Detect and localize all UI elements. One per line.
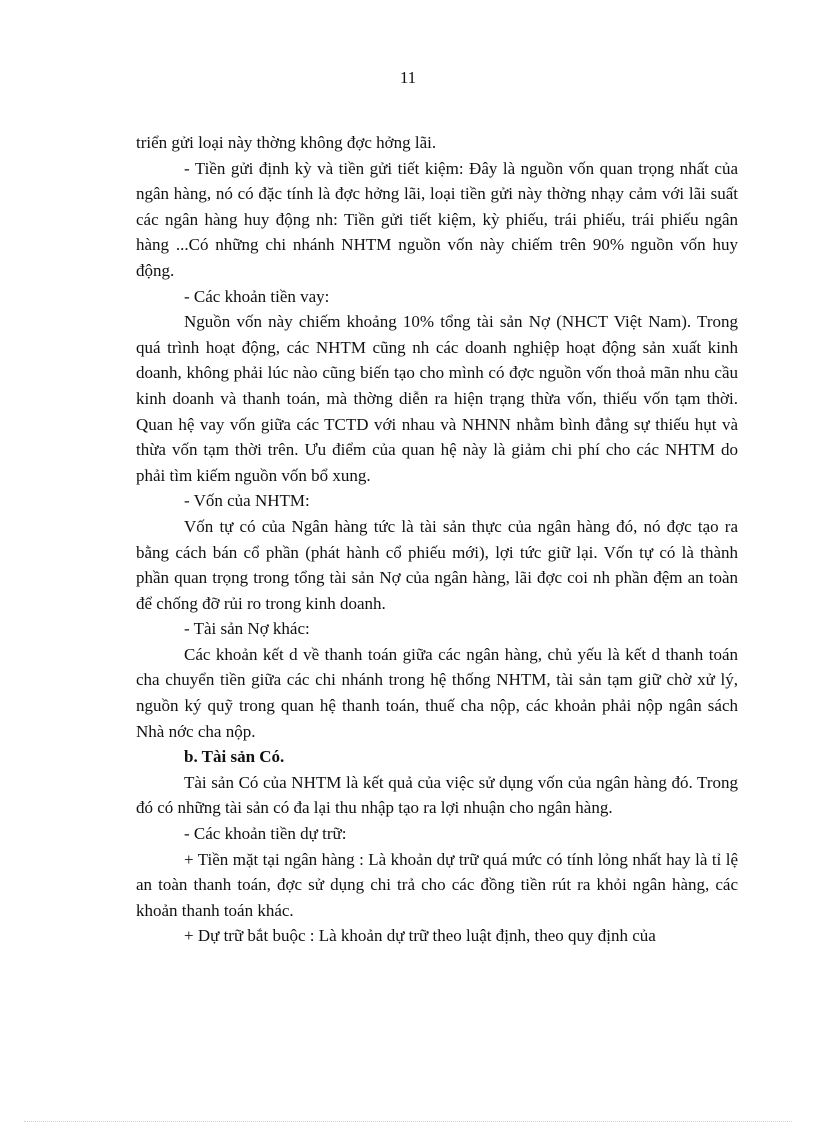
- paragraph-capital: Vốn tự có của Ngân hàng tức là tài sản thực của ngân hàng đó, nó đợc tạo ra bằng cách bán cổ phần (phát hành cổ phiếu mới), lợi tức giữ lại. Vốn tự có là thành phần quan trọng trong tổng tài sản Nợ của ngân hàng, lãi đợc coi nh phần đệm an toàn để chống đỡ rủi ro trong kinh doanh.: [136, 516, 738, 613]
- page-bottom-divider: [24, 1121, 792, 1122]
- paragraph-loans: Nguồn vốn này chiếm khoảng 10% tổng tài sản Nợ (NHCT Việt Nam). Trong quá trình hoạt động, các NHTM cũng nh các doanh nghiệp hoạt động sản xuất kinh doanh, không phải lúc nào cũng biến tạo cho mình có đợc nguồn vốn thoả mãn nhu cầu kinh doanh và thanh toán, mà thờng diễn ra hiện trạng thừa vốn, thiếu vốn tạm thời. Quan hệ vay vốn giữa các TCTD với nhau và NHNN nhằm bình đẳng sự thiếu hụt và thừa vốn tạm thời trên. Ưu điểm của quan hệ này là giảm chi phí cho các NHTM do phải tìm kiếm nguồn vốn bổ xung.: [136, 312, 738, 485]
- paragraph-other-liabilities: Các khoản kết d về thanh toán giữa các ngân hàng, chủ yếu là kết d thanh toán cha chuyển tiền giữa các chi nhánh trong hệ thống NHTM, tài sản tạm giữ chờ xử lý, nguồn ký quỹ trong quan hệ thanh toán, thuế cha nộp, các khoản phải nộp ngân sách Nhà nớc cha nộp.: [136, 644, 738, 741]
- paragraph-other-liabilities-heading: - Tài sản Nợ khác:: [184, 619, 310, 639]
- paragraph-required-reserves: + Dự trữ bắt buộc : Là khoản dự trữ theo luật định, theo quy định của: [184, 926, 656, 946]
- paragraph-reserves-heading: - Các khoản tiền dự trữ:: [184, 824, 347, 844]
- paragraph-assets: Tài sản Có của NHTM là kết quả của việc sử dụng vốn của ngân hàng đó. Trong đó có những tài sản có đa lại thu nhập tạo ra lợi nhuận cho ngân hàng.: [136, 772, 738, 818]
- paragraph-deposit-interest: triển gửi loại này thờng không đợc hởng lãi.: [136, 133, 437, 152]
- paragraph-capital-heading: - Vốn của NHTM:: [184, 491, 310, 511]
- document-body: [136, 130, 738, 949]
- section-heading-assets: b. Tài sản Có.: [184, 747, 285, 767]
- paragraph-term-savings-deposits: - Tiền gửi định kỳ và tiền gửi tiết kiệm: Đây là nguồn vốn quan trọng nhất của ngân hàng, nó có đặc tính là đợc hởng lãi, loại tiền gửi này thờng nhạy cảm với lãi suất các ngân hàng huy động nh: Tiền gửi tiết kiệm, kỳ phiếu, trái phiếu, trái phiếu ngân hàng ...Có những chi nhánh NHTM nguồn vốn này chiếm trên 90% nguồn vốn huy động.: [136, 158, 738, 280]
- paragraph-loans-heading: - Các khoản tiền vay:: [184, 286, 330, 306]
- paragraph-cash-at-bank: + Tiền mặt tại ngân hàng : Là khoản dự trữ quá mức có tính lỏng nhất hay là tỉ lệ an toàn thanh toán, đợc sử dụng chi trả cho các đồng tiền rút ra khỏi ngân hàng, các khoản thanh toán khác.: [136, 849, 738, 920]
- page-number: 11: [399, 68, 417, 87]
